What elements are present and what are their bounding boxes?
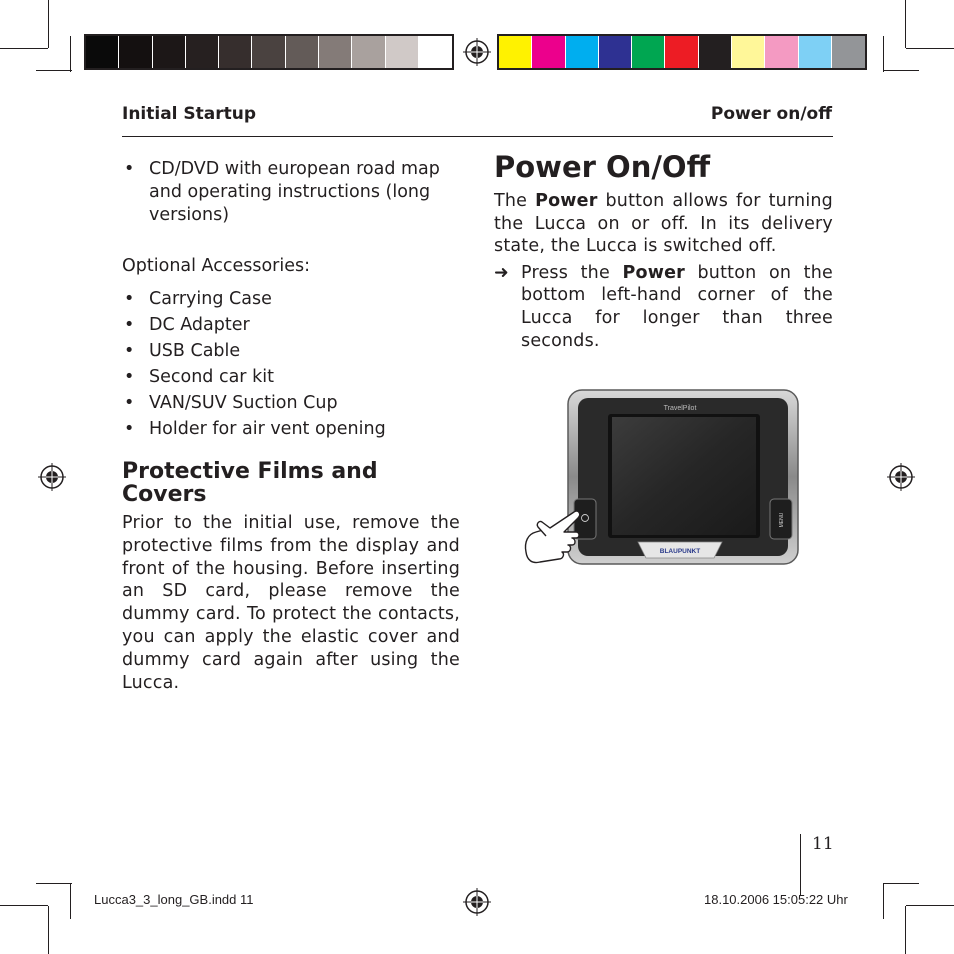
intro-text-bold: Power (535, 191, 598, 211)
gray-swatch (352, 36, 385, 68)
protective-films-body: Prior to the initial use, remove the protective films from the display and front of the housing. Before inserting an SD card, please remove the dummy card. To protect the contacts, you can apply the elastic cover and dummy card again after using the Lucca. (122, 513, 460, 693)
list-item-text: USB Cable (149, 341, 241, 361)
list-item (122, 366, 460, 392)
navigation-device-illustration (520, 386, 802, 586)
running-header-topic: Power on/off (710, 104, 832, 124)
crop-mark-br-h2 (883, 883, 919, 884)
bullet-glyph: • (124, 289, 135, 309)
arrow-right-icon: ➜ (494, 262, 509, 283)
list-item (122, 340, 460, 366)
crop-mark-tr-h (906, 48, 954, 49)
power-intro-paragraph (494, 190, 833, 258)
crop-mark-tl-v (48, 0, 49, 48)
menu-button-label: MENU (779, 512, 785, 528)
protective-films-heading: Protective Films and Covers (122, 459, 378, 507)
registration-mark-left (38, 463, 66, 491)
gray-swatch (86, 36, 119, 68)
power-step-instruction (494, 262, 833, 352)
crop-mark-br-v (905, 906, 906, 954)
crop-mark-br-h (906, 905, 954, 906)
registration-mark-right (887, 463, 915, 491)
registration-mark-bottom (463, 888, 491, 916)
list-item (122, 418, 460, 444)
left-column (122, 158, 460, 694)
step-text-bold: Power (622, 262, 685, 283)
process-swatch (532, 36, 565, 68)
bullet-glyph: • (124, 315, 135, 335)
header-rule (122, 136, 833, 137)
gray-swatch (386, 36, 419, 68)
crop-mark-bl-v2 (70, 883, 71, 919)
bullet-glyph: • (124, 419, 135, 439)
right-column (494, 150, 833, 352)
crop-mark-tl-h (0, 48, 48, 49)
crop-mark-bl-h (0, 905, 48, 906)
gray-swatch (186, 36, 219, 68)
process-swatch (665, 36, 698, 68)
list-item (122, 314, 460, 340)
slug-datetime: 18.10.2006 15:05:22 Uhr (704, 892, 848, 907)
process-swatch (599, 36, 632, 68)
list-item-text: Carrying Case (149, 289, 272, 309)
device-logo: BLAUPUNKT (659, 548, 701, 555)
crop-mark-bl-v (48, 906, 49, 954)
bullet-glyph: • (124, 393, 135, 413)
crop-mark-tr-v2 (883, 36, 884, 72)
bullet-glyph: • (124, 159, 135, 179)
power-onoff-heading: Power On/Off (494, 150, 711, 184)
gray-swatch (119, 36, 152, 68)
process-swatch (765, 36, 798, 68)
crop-mark-tl-v2 (70, 36, 71, 72)
slug-filename: Lucca3_3_long_GB.indd 11 (94, 892, 254, 907)
process-swatch (499, 36, 532, 68)
step-text-post: button on the bottom left-hand corner of the Lucca for longer than three seconds. (521, 262, 834, 351)
intro-text-post: button allows for turning the Lucca on or off. In its delivery state, the Lucca is switched off. (494, 191, 833, 257)
list-item (122, 392, 460, 418)
list-item-text: DC Adapter (149, 315, 250, 335)
list-item (122, 288, 460, 314)
gray-ramp-colorbar (84, 34, 454, 70)
process-colorbar (497, 34, 867, 70)
list-item-text: Holder for air vent opening (149, 419, 386, 439)
crop-mark-br-v2 (883, 883, 884, 919)
device-brand-label: TravelPilot (663, 405, 697, 412)
running-header-section: Initial Startup (122, 104, 257, 124)
page-number-rule (800, 834, 801, 896)
list-item-text: Second car kit (149, 367, 274, 387)
gray-swatch (319, 36, 352, 68)
process-swatch (832, 36, 865, 68)
process-swatch (799, 36, 832, 68)
accessories-list (122, 288, 460, 444)
crop-mark-tr-h2 (883, 70, 919, 71)
crop-mark-bl-h2 (36, 883, 72, 884)
list-item (122, 158, 460, 227)
bullet-glyph: • (124, 367, 135, 387)
gray-swatch (286, 36, 319, 68)
process-swatch (732, 36, 765, 68)
bullet-glyph: • (124, 341, 135, 361)
included-items-list (122, 158, 460, 227)
list-item-text: VAN/SUV Suction Cup (149, 393, 338, 413)
intro-text-pre: The (494, 191, 536, 211)
crop-mark-tl-h2 (36, 70, 72, 71)
gray-swatch (419, 36, 452, 68)
list-item-text: CD/DVD with european road map and operating instructions (long versions) (149, 159, 440, 225)
process-swatch (566, 36, 599, 68)
crop-mark-tr-v (905, 0, 906, 48)
gray-swatch (252, 36, 285, 68)
step-text-pre: Press the (521, 262, 623, 283)
gray-swatch (153, 36, 186, 68)
process-swatch (699, 36, 732, 68)
registration-mark-top (463, 38, 491, 66)
page-number: 11 (812, 834, 834, 854)
gray-swatch (219, 36, 252, 68)
process-swatch (632, 36, 665, 68)
optional-accessories-label: Optional Accessories: (122, 256, 311, 276)
